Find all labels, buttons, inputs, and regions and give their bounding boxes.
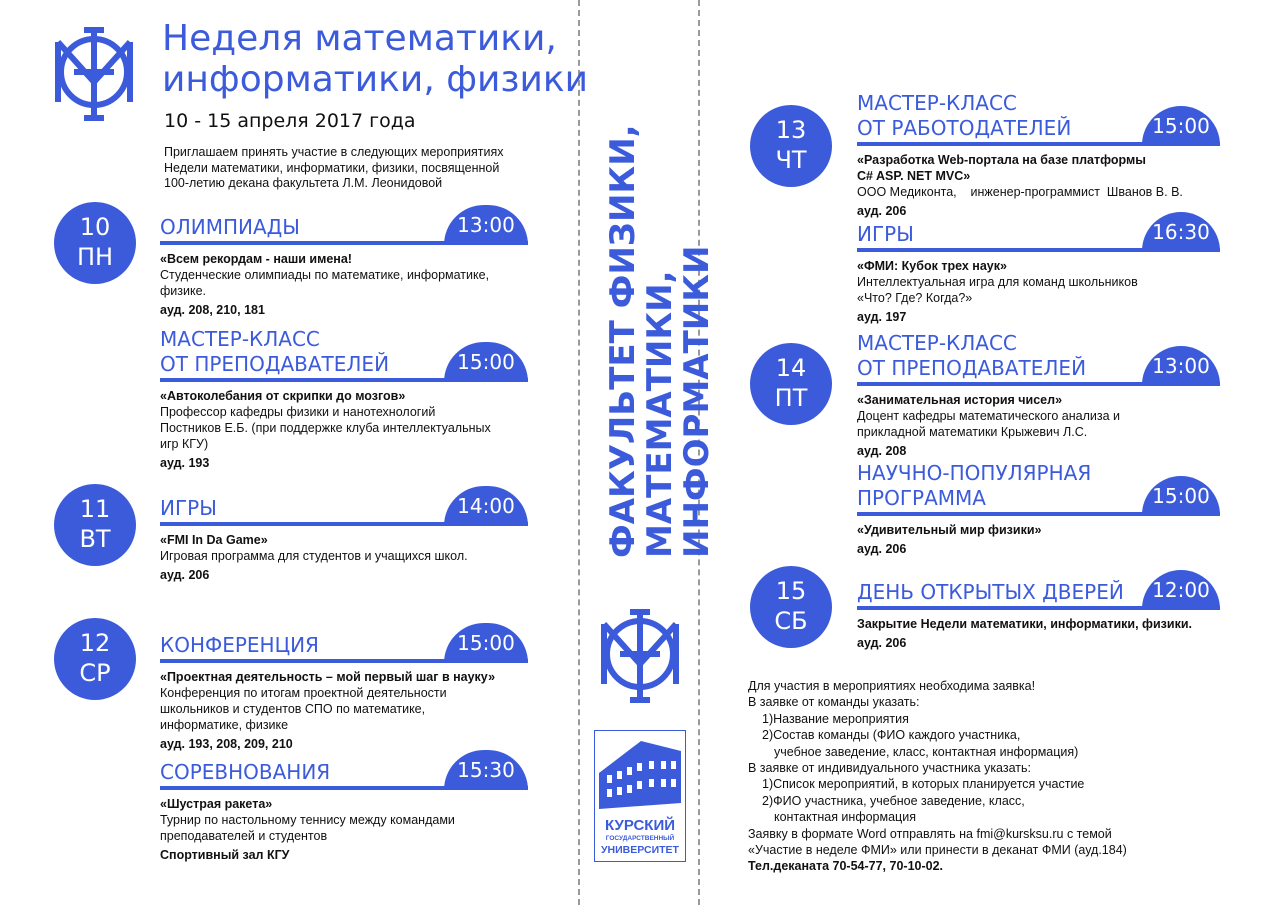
note-line: 2)Состав команды (ФИО каждого участника, <box>762 728 1021 743</box>
day-of-week: ВТ <box>79 525 111 553</box>
day-number: 15 <box>775 577 807 605</box>
event-time: 15:00 <box>444 623 528 663</box>
event-subtitle: «Удивительный мир физики» <box>857 523 1042 537</box>
page-title <box>162 18 588 100</box>
day-of-week: СБ <box>774 607 808 635</box>
event-subtitle: «Проектная деятельность – мой первый шаг в науку» <box>160 670 496 684</box>
fmi-logo-icon <box>52 22 136 122</box>
note-line: «Участие в неделе ФМИ» или принести в деканат ФМИ (ауд.184) <box>748 843 1127 858</box>
event-room: ауд. 197 <box>857 310 907 324</box>
event-room: Спортивный зал КГУ <box>160 848 290 862</box>
day-badge-14 <box>750 343 832 425</box>
event-room: ауд. 206 <box>857 204 907 218</box>
day-of-week: ЧТ <box>775 146 807 174</box>
note-line: учебное заведение, класс, контактная информация) <box>774 744 1079 759</box>
event-room: ауд. 193, 208, 209, 210 <box>160 737 293 751</box>
day-badge-13 <box>750 105 832 187</box>
event-title: НАУЧНО-ПОПУЛЯРНАЯ <box>857 461 1092 485</box>
event-popular-science <box>857 461 1220 557</box>
note-phone: Тел.деканата 70-54-77, 70-10-02. <box>748 859 944 874</box>
note-line: В заявке от команды указать: <box>748 695 920 710</box>
day-badge-10 <box>54 202 136 284</box>
event-title: ОТ ПРЕПОДАВАТЕЛЕЙ <box>160 352 390 376</box>
event-time: 15:00 <box>444 342 528 382</box>
faculty-title-line: МАТЕМАТИКИ, ИНФОРМАТИКИ <box>640 245 717 558</box>
event-description: Студенческие олимпиады по математике, информатике, <box>160 268 490 282</box>
event-subtitle: «Разработка Web-портала на базе платформы <box>857 153 1146 167</box>
note-line: Заявку в формате Word отправлять на fmi@kursksu.ru с темой <box>748 826 1112 841</box>
day-number: 14 <box>775 354 807 382</box>
event-title: ОТ РАБОТОДАТЕЛЕЙ <box>857 116 1072 140</box>
event-description: физике. <box>160 284 207 298</box>
fmi-logo-icon <box>598 604 682 704</box>
event-room: ауд. 193 <box>160 456 210 470</box>
event-room: ауд. 206 <box>160 568 210 582</box>
event-games-1 <box>160 496 528 583</box>
university-name-line: КУРСКИЙ <box>604 817 676 834</box>
event-time: 13:00 <box>1142 346 1220 386</box>
event-description: Турнир по настольному теннису между командами <box>160 813 455 827</box>
event-subtitle: Закрытие Недели математики, информатики, физики. <box>857 617 1192 631</box>
event-time: 12:00 <box>1142 570 1220 610</box>
event-subtitle: C# ASP. NET MVC» <box>857 169 971 183</box>
event-subtitle: «Автоколебания от скрипки до мозгов» <box>160 389 406 403</box>
faculty-vertical-title <box>603 58 717 558</box>
event-description: Доцент кафедры математического анализа и <box>857 409 1120 423</box>
day-number: 13 <box>775 116 807 144</box>
event-conference <box>160 633 528 752</box>
event-description: информатике, физике <box>160 718 289 732</box>
event-description: ООО Медиконта, инженер-программист Шванов В. В. <box>857 185 1183 199</box>
day-number: 10 <box>79 213 111 241</box>
event-time: 15:00 <box>1142 476 1220 516</box>
event-description: Постников Е.Б. (при поддержке клуба интеллектуальных <box>160 421 491 435</box>
event-masterclass-teachers-2 <box>857 331 1220 459</box>
title-line-2: информатики, физики <box>162 59 589 100</box>
event-dates: 10 - 15 апреля 2017 года <box>164 110 416 132</box>
note-line: контактная информация <box>774 810 916 825</box>
event-competitions <box>160 760 528 863</box>
event-subtitle: «Шустрая ракета» <box>160 797 273 811</box>
event-description: Интеллектуальная игра для команд школьников <box>857 275 1138 289</box>
event-title: ДЕНЬ ОТКРЫТЫХ ДВЕРЕЙ <box>857 580 1124 604</box>
note-line: Для участия в мероприятиях необходима заявка! <box>748 679 1036 693</box>
event-room: ауд. 208 <box>857 444 907 458</box>
event-room: ауд. 208, 210, 181 <box>160 303 265 317</box>
university-building-icon <box>595 731 685 813</box>
faculty-title-line: ФАКУЛЬТЕТ ФИЗИКИ, <box>603 124 643 558</box>
fold-line-left <box>578 0 580 905</box>
event-time: 15:00 <box>1142 106 1220 146</box>
day-badge-15 <box>750 566 832 648</box>
intro-text <box>164 145 504 192</box>
title-line-1: Неделя математики, <box>162 18 557 59</box>
event-room: ауд. 206 <box>857 636 907 650</box>
event-subtitle: «Занимательная история чисел» <box>857 393 1063 407</box>
event-subtitle: «ФМИ: Кубок трех наук» <box>857 259 1007 273</box>
event-masterclass-teachers <box>160 327 528 471</box>
event-time: 15:30 <box>444 750 528 790</box>
day-number: 11 <box>79 495 111 523</box>
event-description: игр КГУ) <box>160 437 209 451</box>
event-title: МАСТЕР-КЛАСС <box>857 91 1017 115</box>
event-description: преподавателей и студентов <box>160 829 328 843</box>
day-of-week: ПТ <box>774 384 808 412</box>
event-room: ауд. 206 <box>857 542 907 556</box>
university-logo <box>594 730 686 862</box>
event-open-day <box>857 580 1220 651</box>
event-subtitle: «FMI In Da Game» <box>160 533 268 547</box>
day-of-week: ПН <box>76 243 114 271</box>
intro-line: Недели математики, информатики, физики, посвященной <box>164 160 500 175</box>
intro-line: Приглашаем принять участие в следующих мероприятиях <box>164 145 504 159</box>
event-title: СОРЕВНОВАНИЯ <box>160 760 331 784</box>
university-name-line: ГОСУДАРСТВЕННЫЙ <box>605 835 675 842</box>
event-description: Профессор кафедры физики и нанотехнологий <box>160 405 436 419</box>
day-badge-12 <box>54 618 136 700</box>
event-olympiads <box>160 215 528 318</box>
event-games-2 <box>857 222 1220 325</box>
event-title: ОТ ПРЕПОДАВАТЕЛЕЙ <box>857 356 1087 380</box>
event-description: Конференция по итогам проектной деятельности <box>160 686 447 700</box>
event-title: ПРОГРАММА <box>857 486 986 510</box>
application-note <box>748 678 1127 875</box>
event-subtitle: «Всем рекордам - наши имена! <box>160 252 352 266</box>
event-time: 13:00 <box>444 205 528 245</box>
event-description: прикладной математики Крыжевич Л.С. <box>857 425 1088 439</box>
note-line: В заявке от индивидуального участника указать: <box>748 761 1031 776</box>
event-description: «Что? Где? Когда?» <box>857 291 973 305</box>
event-time: 16:30 <box>1142 212 1220 252</box>
note-line: 1)Название мероприятия <box>762 711 909 726</box>
day-badge-11 <box>54 484 136 566</box>
event-title: МАСТЕР-КЛАСС <box>160 327 320 351</box>
event-time: 14:00 <box>444 486 528 526</box>
event-title: КОНФЕРЕНЦИЯ <box>160 633 319 657</box>
day-number: 12 <box>79 629 111 657</box>
event-masterclass-employers <box>857 91 1220 219</box>
event-description: Игровая программа для студентов и учащихся школ. <box>160 549 468 563</box>
note-line: 1)Список мероприятий, в которых планируется участие <box>762 777 1085 792</box>
day-of-week: СР <box>79 659 111 687</box>
intro-line: 100-летию декана факультета Л.М. Леонидовой <box>164 176 443 190</box>
event-title: МАСТЕР-КЛАСС <box>857 331 1017 355</box>
event-description: школьников и студентов СПО по математике, <box>160 702 426 716</box>
event-title: ИГРЫ <box>160 496 217 520</box>
event-title: ОЛИМПИАДЫ <box>160 215 300 239</box>
note-line: 2)ФИО участника, учебное заведение, класс, <box>762 793 1025 808</box>
event-title: ИГРЫ <box>857 222 914 246</box>
university-name-line: УНИВЕРСИТЕТ <box>601 844 679 856</box>
